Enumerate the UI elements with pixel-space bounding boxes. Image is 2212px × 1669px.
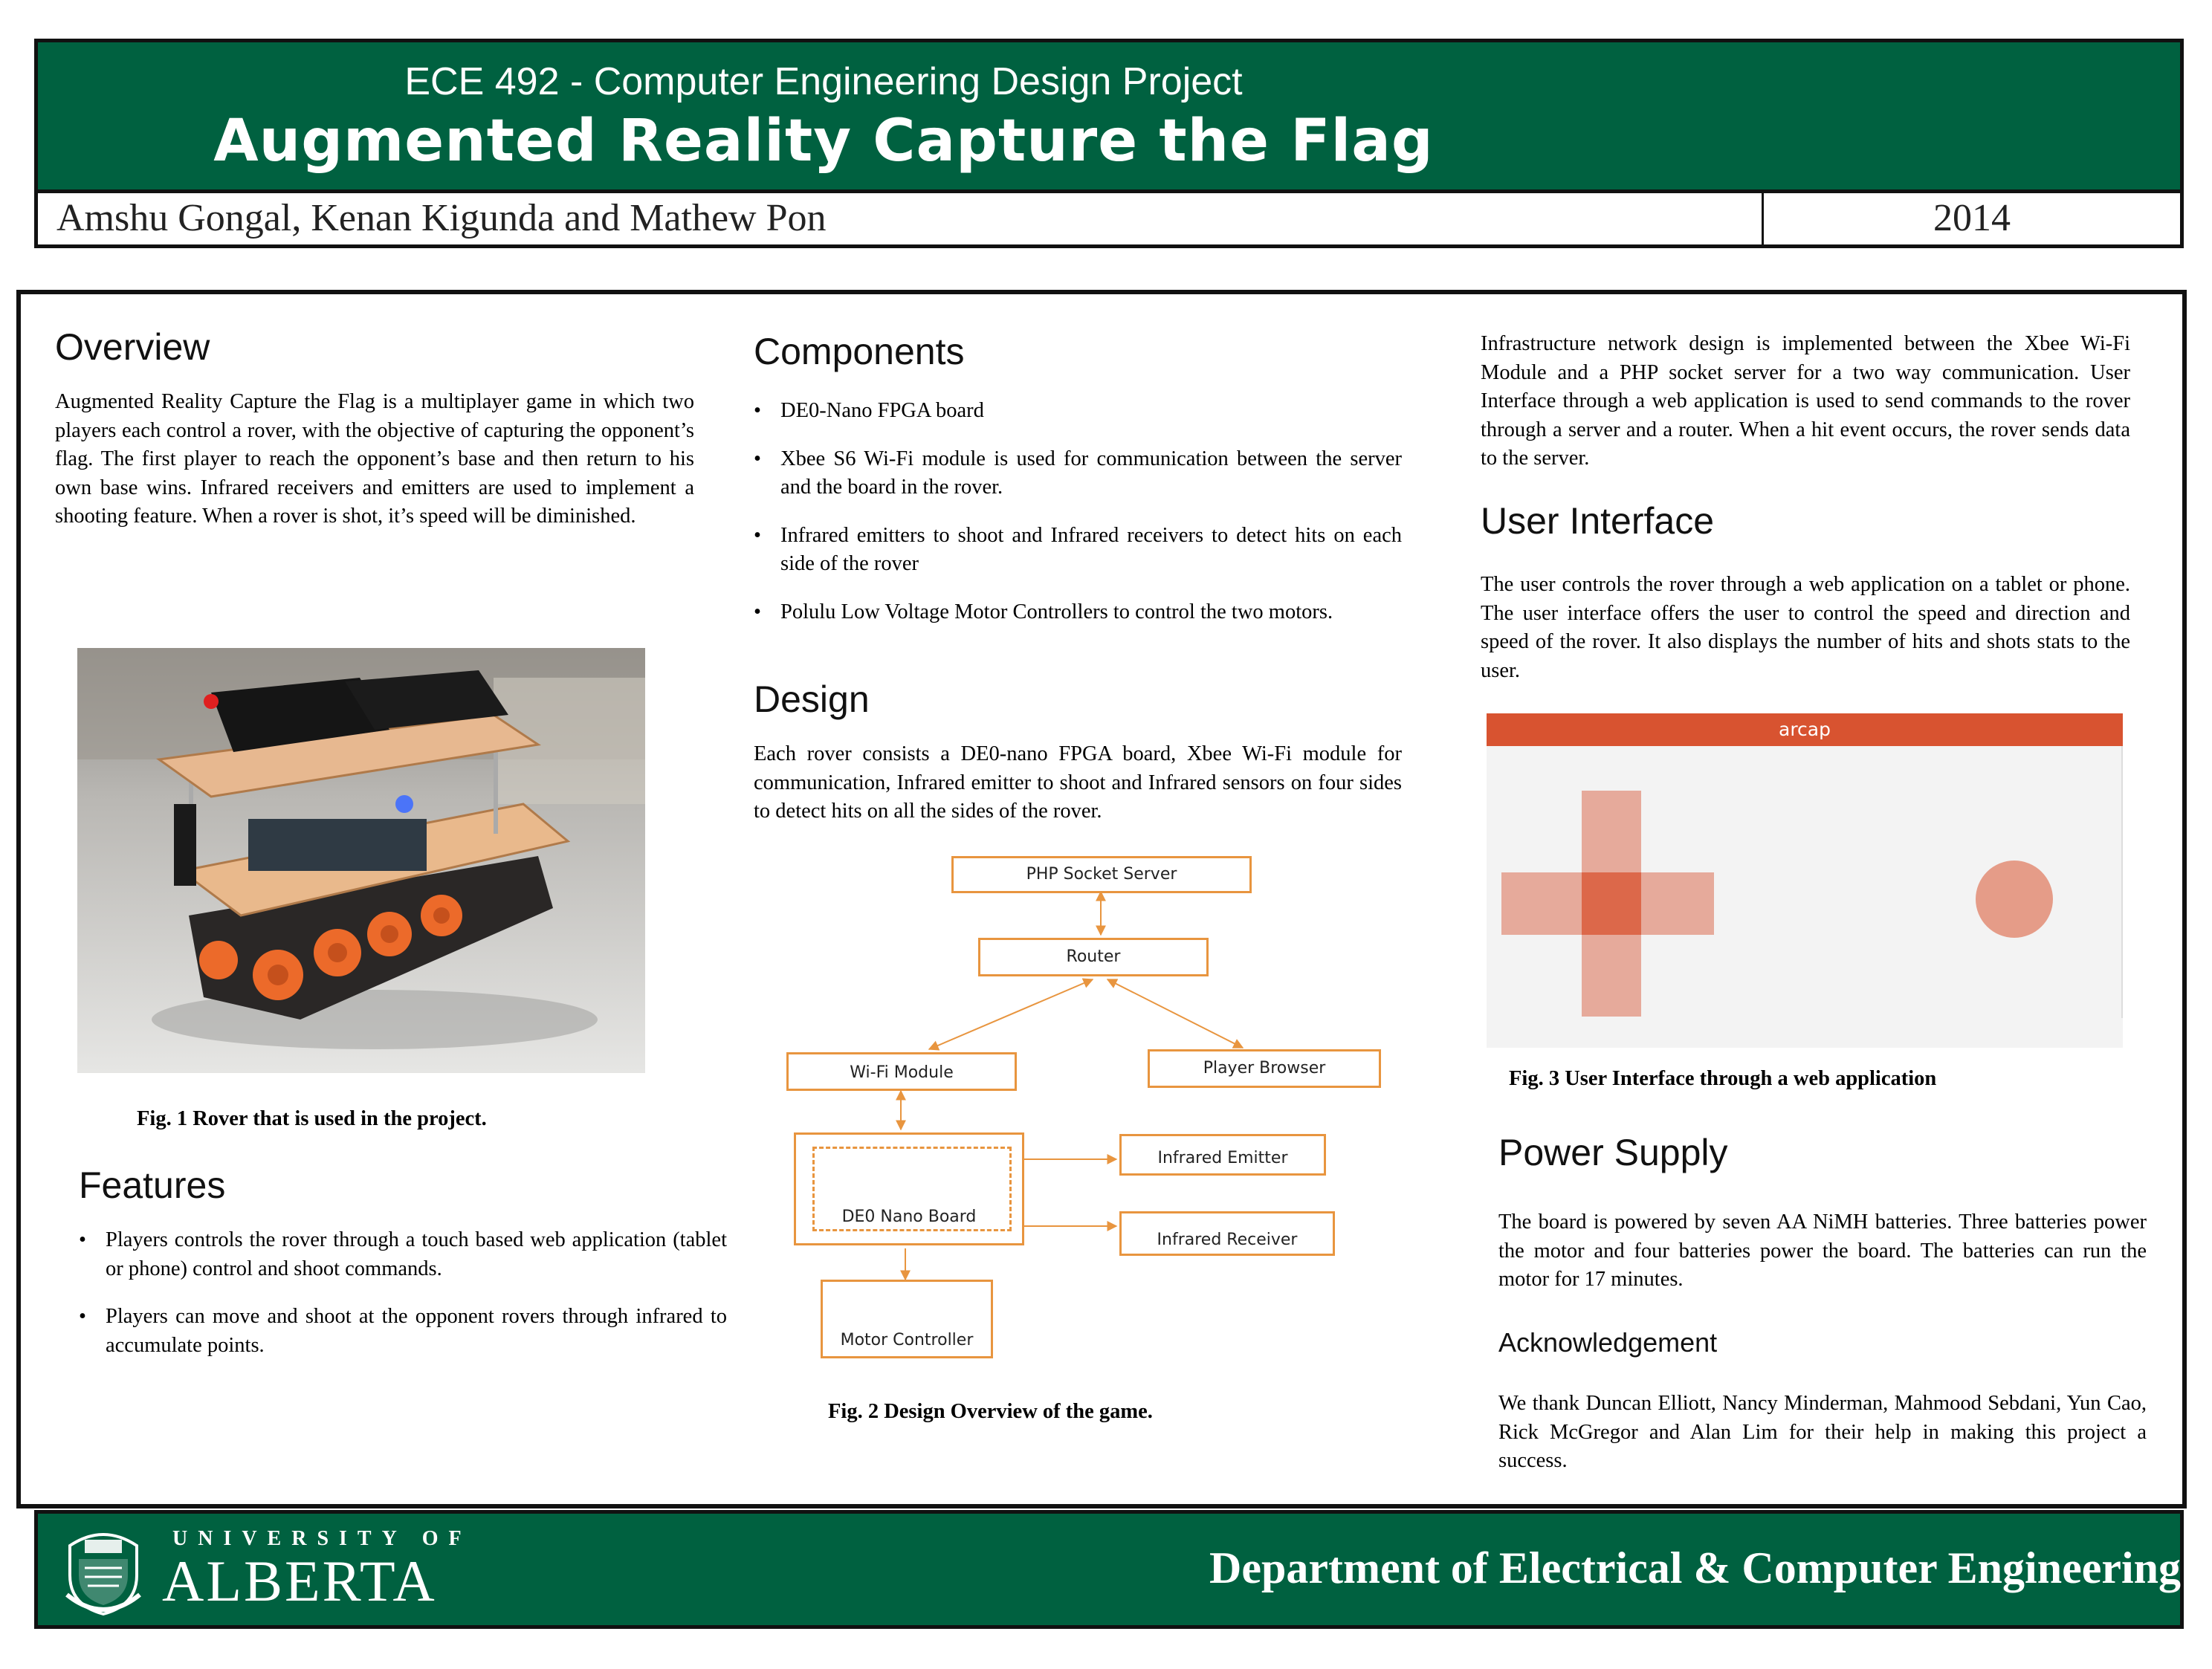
diagram-router: Router [978, 938, 1209, 976]
diagram-php-server: PHP Socket Server [951, 856, 1252, 893]
components-list [754, 397, 1402, 646]
dpad-center [1582, 872, 1641, 935]
features-list [79, 1226, 727, 1379]
diagram-de0-board [794, 1132, 1024, 1245]
rover-illustration [77, 648, 645, 1073]
components-item: • Xbee S6 Wi-Fi module is used for communication between the server and the board in the rover. [754, 445, 1402, 502]
power-supply-heading: Power Supply [1498, 1132, 1728, 1173]
diagram-motor-controller: Motor Controller [821, 1280, 993, 1358]
user-interface-heading: User Interface [1481, 500, 1715, 542]
overview-heading: Overview [55, 326, 210, 368]
university-name: ALBERTA [162, 1549, 437, 1613]
components-item: • DE0-Nano FPGA board [754, 397, 1402, 426]
rover-photo [77, 648, 645, 1073]
poster-title: Augmented Reality Capture the Flag [213, 108, 1434, 175]
components-item: • Polulu Low Voltage Motor Controllers to control the two motors. [754, 598, 1402, 627]
acknowledgement-text: We thank Duncan Elliott, Nancy Minderman, Mahmood Sebdani, Yun Cao, Rick McGregor and Alan Lim for their help in making this project a success. [1498, 1392, 2147, 1473]
components-heading: Components [754, 331, 965, 372]
features-item: • Players can move and shoot at the opponent rovers through infrared to accumulate points. [79, 1303, 727, 1360]
features-heading: Features [79, 1164, 226, 1206]
diagram-infrared-emitter: Infrared Emitter [1119, 1134, 1326, 1176]
infrastructure-text: Infrastructure network design is implemented between the Xbee Wi-Fi Module and a PHP socket server for a two way communication. User Interface through a web application is used to send commands to the rover through a server and a router. When a hit event occurs, the rover sends data to the server. [1481, 332, 2130, 470]
design-text: Each rover consists a DE0-nano FPGA board, Xbee Wi-Fi module for communication, Infrared emitter to shoot and Infrared sensors on four sides to detect hits on all the sides of the rover. [754, 742, 1402, 823]
header-divider [34, 189, 2184, 193]
arrow-router-wifi [929, 979, 1093, 1049]
components-item: • Infrared emitters to shoot and Infrared receivers to detect hits on each side of the rover [754, 522, 1402, 579]
user-interface-text: The user controls the rover through a web application on a tablet or phone. The user interface offers the user to control the speed and direction and speed of the rover. It also displays the number of hits and shots stats to the user. [1481, 573, 2130, 682]
shoot-button [1976, 861, 2053, 938]
fig2-caption: Fig. 2 Design Overview of the game. [828, 1400, 1153, 1423]
diagram-wifi-module: Wi-Fi Module [786, 1052, 1017, 1091]
fig3-caption: Fig. 3 User Interface through a web application [1509, 1067, 1937, 1090]
diagram-infrared-receiver: Infrared Receiver [1119, 1211, 1335, 1256]
ui-app-bar: arcap [1487, 713, 2123, 746]
overview-text: Augmented Reality Capture the Flag is a multiplayer game in which two players each control a rover, with the objective of capturing the opponent’s flag. The first player to reach the opponent’s base and then return to his own base wins. Infrared receivers and emitters are used to implement a shooting feature. When a rover is shot, it’s speed will be diminished. [55, 390, 694, 528]
acknowledgement-heading: Acknowledgement [1498, 1327, 1718, 1358]
university-of-label: UNIVERSITY OF [172, 1527, 472, 1550]
ui-controls [1487, 713, 2123, 1048]
features-item: • Players controls the rover through a touch based web application (tablet or phone) control and shoot commands. [79, 1226, 727, 1283]
design-heading: Design [754, 678, 870, 720]
power-supply-text: The board is powered by seven AA NiMH batteries. Three batteries power the motor and four batteries power the board. The batteries can run the motor for 17 minutes. [1498, 1211, 2147, 1292]
ui-screenshot [1487, 713, 2123, 1048]
fig1-caption: Fig. 1 Rover that is used in the project. [137, 1107, 487, 1130]
year: 2014 [1933, 197, 2011, 239]
diagram-player-browser: Player Browser [1148, 1049, 1381, 1088]
university-crest-icon [62, 1523, 144, 1617]
authors: Amshu Gongal, Kenan Kigunda and Mathew Pon [56, 197, 827, 239]
diagram-de0-label: DE0 Nano Board [841, 1208, 977, 1226]
department-name: Department of Electrical & Computer Engineering [1209, 1543, 2181, 1592]
arrow-router-browser [1107, 979, 1243, 1048]
course-title: ECE 492 - Computer Engineering Design Project [404, 60, 1243, 103]
